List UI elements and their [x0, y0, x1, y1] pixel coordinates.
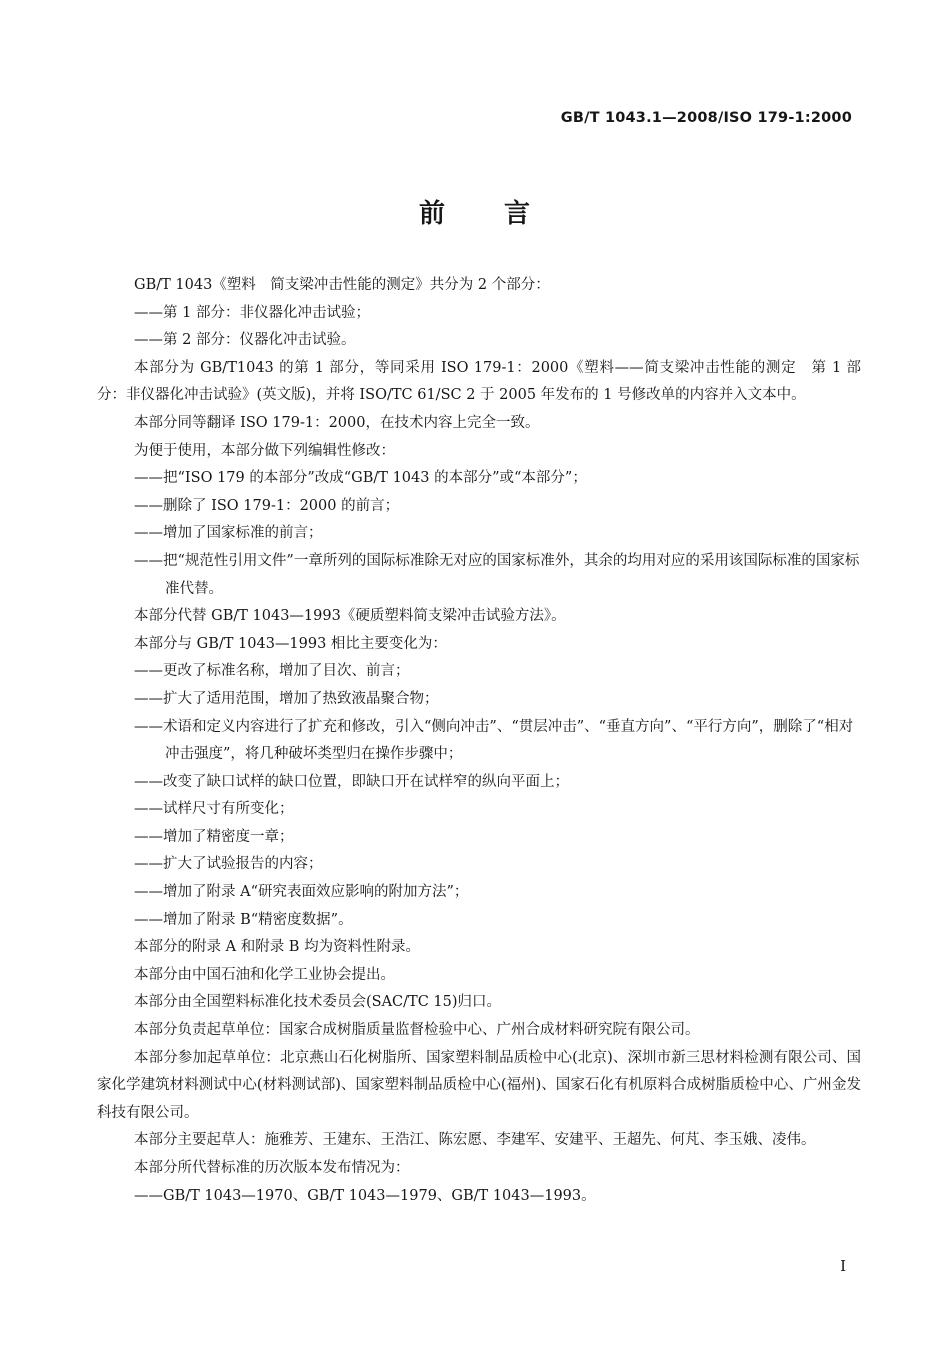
paragraph-centralized-by: 本部分由全国塑料标准化技术委员会(SAC/TC 15)归口。	[134, 994, 502, 1011]
paragraph-translation: 本部分同等翻译 ISO 179-1：2000，在技术内容上完全一致。	[134, 414, 540, 431]
list-item-part2: ——第 2 部分：仪器化冲击试验。	[134, 332, 356, 349]
list-item-change-1: ——更改了标准名称，增加了目次、前言；	[134, 663, 410, 680]
list-item-change-5: ——试样尺寸有所变化；	[134, 801, 294, 818]
paragraph-main-drafters: 本部分主要起草人：施雅芳、王建东、王浩江、陈宏愿、李建军、安建平、王超先、何芃、李玉娥、凌伟。	[134, 1132, 816, 1149]
paragraph-lead-drafters: 本部分负责起草单位：国家合成树脂质量监督检验中心、广州合成材料研究院有限公司。	[134, 1022, 700, 1039]
list-item-edit-2: ——删除了 ISO 179-1：2000 的前言；	[134, 497, 400, 514]
paragraph-changes: 本部分与 GB/T 1043—1993 相比主要变化为：	[134, 635, 447, 652]
paragraph-replaces: 本部分代替 GB/T 1043—1993《硬质塑料简支梁冲击试验方法》。	[134, 608, 566, 625]
title-char-2: 言	[504, 199, 532, 229]
paragraph-intro: GB/T 1043《塑料 简支梁冲击性能的测定》共分为 2 个部分：	[134, 277, 550, 293]
page-number: I	[840, 1257, 846, 1275]
list-item-change-6: ——增加了精密度一章；	[134, 828, 294, 845]
list-item-change-3: ——术语和定义内容进行了扩充和修改，引入“侧向冲击”、“贯层冲击”、“垂直方向”、“平行方向”，删除了“相对冲击强度”，将几种破坏类型归在操作步骤中；	[134, 718, 854, 763]
list-item-edit-3: ——增加了国家标准的前言；	[134, 525, 323, 542]
paragraph-proposed-by: 本部分由中国石油和化学工业协会提出。	[134, 966, 395, 983]
list-item-change-2: ——扩大了适用范围，增加了热致液晶聚合物；	[134, 690, 439, 707]
foreword-body	[97, 272, 861, 1210]
list-item-change-8: ——增加了附录 A“研究表面效应影响的附加方法”；	[134, 884, 469, 901]
list-item-change-9: ——增加了附录 B“精密度数据”。	[134, 911, 353, 928]
paragraph-adoption: 本部分为 GB/T1043 的第 1 部分，等同采用 ISO 179-1：2000《塑料——简支梁冲击性能的测定 第 1 部分：非仪器化冲击试验》(英文版)，并将 ISO/TC 61/SC 2 于 2005 年发布的 1 号修改单的内容并入文本中。	[97, 359, 861, 404]
standard-number-header: GB/T 1043.1—2008/ISO 179-1:2000	[560, 110, 852, 126]
paragraph-annexes: 本部分的附录 A 和附录 B 均为资料性附录。	[134, 939, 421, 956]
page-title	[0, 193, 950, 230]
list-item-history: ——GB/T 1043—1970、GB/T 1043—1979、GB/T 1043—1993。	[134, 1187, 596, 1204]
paragraph-participating-drafters: 本部分参加起草单位：北京燕山石化树脂所、国家塑料制品质检中心(北京)、深圳市新三思材料检测有限公司、国家化学建筑材料测试中心(材料测试部)、国家塑料制品质检中心(福州)、国家石化有机原料合成树脂质检中心、广州金发科技有限公司。	[97, 1049, 861, 1121]
title-char-1: 前	[418, 199, 446, 229]
list-item-change-7: ——扩大了试验报告的内容；	[134, 856, 323, 873]
list-item-part1: ——第 1 部分：非仪器化冲击试验；	[134, 304, 370, 321]
paragraph-editorial: 为便于使用，本部分做下列编辑性修改：	[134, 442, 395, 459]
list-item-edit-4: ——把“规范性引用文件”一章所列的国际标准除无对应的国家标准外，其余的均用对应的采用该国际标准的国家标准代替。	[134, 552, 860, 597]
list-item-edit-1: ——把“ISO 179 的本部分”改成“GB/T 1043 的本部分”或“本部分”；	[134, 470, 587, 487]
paragraph-history: 本部分所代替标准的历次版本发布情况为：	[134, 1160, 410, 1176]
list-item-change-4: ——改变了缺口试样的缺口位置，即缺口开在试样窄的纵向平面上；	[134, 773, 569, 790]
